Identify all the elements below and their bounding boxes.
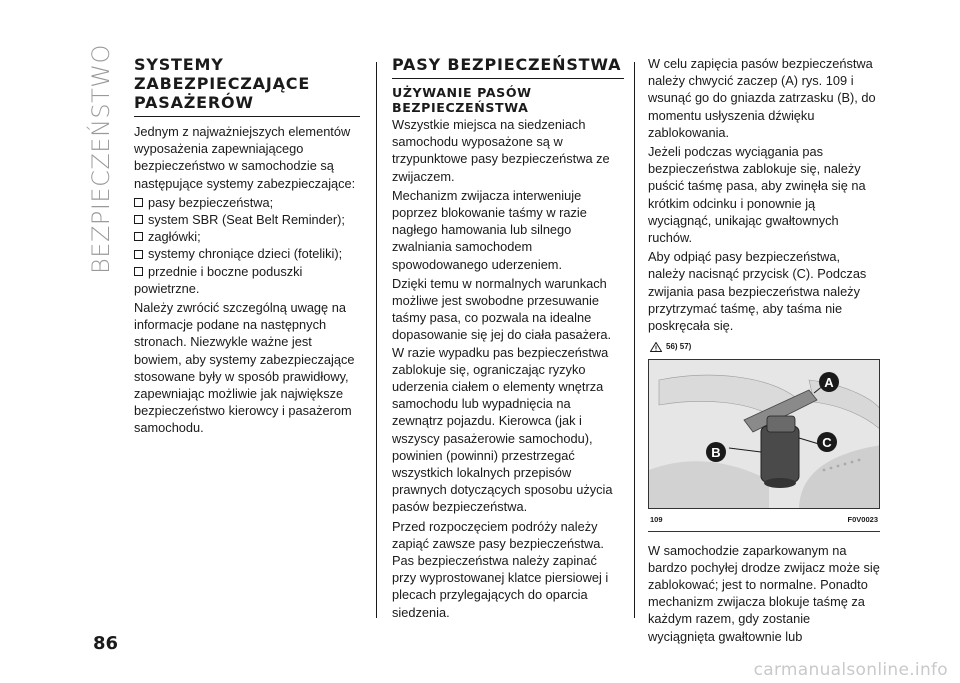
checkbox-bullet-icon <box>134 198 143 207</box>
column-1 <box>134 55 360 439</box>
section-side-tab <box>86 44 116 274</box>
paragraph: Przed rozpoczęciem podróży należy zapiąć zawsze pasy bezpieczeństwa. Pas bezpieczeństwa należy zapinać przy wyprostowanej klatce piersiowej i plecach przylegających do oparcia siedzenia. <box>392 518 609 620</box>
list-item: system SBR (Seat Belt Reminder); <box>134 211 360 228</box>
column-3 <box>648 55 880 647</box>
systems-list <box>134 194 360 280</box>
checkbox-bullet-icon <box>134 267 143 276</box>
warning-reference <box>650 338 880 355</box>
column-divider <box>634 62 635 618</box>
attention-paragraph: Należy zwrócić szczególną uwagę na informacje podane na następnych stronach. Niezwykle ważne jest bowiem, aby systemy zabezpieczające stosowane były w sposób prawidłowy, zapewniając możliwie jak największe bezpieczeństwo kierowcy i pasażerom samochodu. <box>134 300 355 436</box>
figure-caption <box>648 509 880 531</box>
intro-paragraph: Jednym z najważniejszych elementów wyposażenia zapewniającego bezpieczeństwo w samochodzie są następujące systemy zabezpieczające: <box>134 124 356 191</box>
paragraph: W samochodzie zaparkowanym na bardzo pochyłej drodze zwijacz może się zablokować; jest to normalne. Ponadto mechanizm zwijacza blokuje taśmę za każdym razem, gdy zostanie wyciągnięta gwałtownie lub <box>648 542 880 644</box>
callout-b-label: B <box>711 445 721 461</box>
checkbox-bullet-icon <box>134 250 143 259</box>
figure-number: 109 <box>650 515 663 525</box>
paragraph: Jeżeli podczas wyciągania pas bezpieczeństwa zablokuje się, należy puścić taśmę pasa, aby zwinęła się na krótkim odcinku i ponownie ją wyciągnąć, unikając gwałtownych ruchów. <box>648 144 866 246</box>
paragraph: Dzięki temu w normalnych warunkach możliwe jest swobodne przesuwanie taśmy pasa, co pozwala na idealne dopasowanie się jej do ciała pasażera. W razie wypadku pas bezpieczeństwa zablokuje się, ograniczając ryzyko uderzenia ciałem o elementy wnętrza samochodu lub wypadnięcia na zewnątrz pojazdu. Kierowca (jak i wszyscy pasażerowie samochodu), powinien (powinni) przestrzegać wszystkich lokalnych przepisów prawnych dotyczących sposobu użycia pasów bezpieczeństwa. <box>392 275 613 515</box>
checkbox-bullet-icon <box>134 232 143 241</box>
page-number: 86 <box>93 633 119 654</box>
paragraph: Aby odpiąć pasy bezpieczeństwa, należy nacisnąć przycisk (C). Podczas zwijania pasa bezpieczeństwa należy przytrzymać taśmę, aby taśma nie poskręcała się. <box>648 249 867 334</box>
warning-refs-text: 56) 57) <box>666 342 692 352</box>
column-divider <box>376 62 377 618</box>
seatbelt-buckle-illustration <box>649 360 880 509</box>
callout-c-label: C <box>822 435 832 451</box>
paragraph: Wszystkie miejsca na siedzeniach samochodu wyposażone są w trzypunktowe pasy bezpieczeństwa ze zwijaczem. <box>392 117 610 184</box>
figure-code: F0V0023 <box>847 515 878 525</box>
figure-seatbelt-buckle <box>648 359 880 509</box>
heading-pasy: PASY BEZPIECZEŃSTWA <box>392 55 624 79</box>
paragraph: Mechanizm zwijacza interweniuje poprzez blokowanie taśmy w razie nagłego hamowania lub silnego zwalniania samochodem spowodowanego uderzeniem. <box>392 187 587 272</box>
section-side-tab-label: BEZPIECZEŃSTWO <box>87 44 115 274</box>
checkbox-bullet-icon <box>134 215 143 224</box>
list-item: przednie i boczne poduszki <box>134 263 360 280</box>
paragraph: W celu zapięcia pasów bezpieczeństwa należy chwycić zaczep (A) rys. 109 i wsunąć go do gniazda zatrzasku (B), do momentu usłyszenia dźwięku zablokowania. <box>648 56 876 140</box>
list-item: zagłówki; <box>134 228 360 245</box>
warning-triangle-icon <box>650 342 662 352</box>
list-continuation: powietrzne. <box>134 280 200 296</box>
callout-a-label: A <box>824 375 834 391</box>
heading-systemy: SYSTEMY ZABEZPIECZAJĄCE PASAŻERÓW <box>134 55 360 117</box>
subheading-uzywanie: UŻYWANIE PASÓW BEZPIECZEŃSTWA <box>392 85 532 115</box>
list-item: systemy chroniące dzieci (foteliki); <box>134 245 360 262</box>
list-item: pasy bezpieczeństwa; <box>134 194 360 211</box>
watermark-url: carmanualsonline.info <box>753 660 948 680</box>
column-2 <box>392 55 624 623</box>
